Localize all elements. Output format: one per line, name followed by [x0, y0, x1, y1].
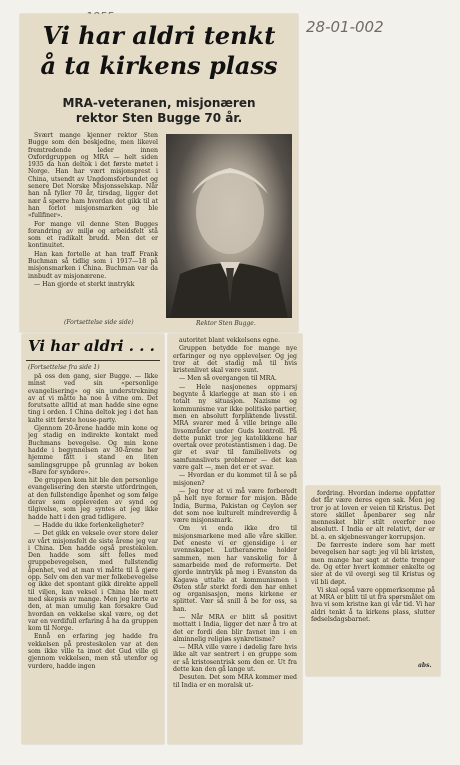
clipping-continuation-1 — [22, 334, 164, 744]
jump-rule — [26, 360, 160, 361]
intro-text — [28, 132, 158, 320]
column-3-paragraph: fordring. Hvordan inderne oppfatter det får være deres egen sak. Men jeg tror jo at loven er veien til Kristus. Det store skillet åpenbarer seg når mennesket blir stilt overfor noe absolutt. I India er alt relativt, der er bl. a. en skjebnesvanger korrupsjon. — [311, 490, 435, 541]
portrait-photo — [166, 134, 292, 318]
column-2-paragraph: — Men så overgangen til MRA. — [179, 375, 277, 383]
column-1-paragraph: De gruppen kom hit ble den personlige evangelisering den største utfordringen, at den fullstendige åpenhet og som følge derav som oppleveden av synd og tilgivelse, som jeg syntes at jeg ikke hadde hatt i den grad tidligere. — [28, 477, 158, 521]
intro-paragraph: Han kan fortelle at han traff Frank Buchman så tidlig som i 1917—18 på misjonsmarken i China. Buchman var da innbudt av misjonærene. — [28, 250, 158, 280]
photo-caption: Rektor Sten Bugge. — [196, 320, 256, 327]
clipping-main — [20, 14, 298, 332]
column-1-paragraph: på oss den gang, sier Bugge. — Ikke minst ved sin «personlige evangelisering» og sin understrekning av at vi måtte ha noe å vitne om. Det forutsatte alltid at man hadde sine egne ting i orden. I China deltok jeg i det han kalte sitt første house-party. — [28, 373, 158, 424]
column-2-paragraph: — Hvordan er du kommet til å se på misjonen? — [173, 472, 297, 487]
column-1-paragraph: Ennå en erfaring jeg hadde fra vekkelsen på presteskolen var at den som ikke ville ta imot det Gud ville gi gjennom vekkelsen, men stå utenfor og vurdere, hadde ingen — [28, 633, 158, 670]
column-2-paragraph: Gruppen betydde for mange nye erfaringer og nye opplevelser. Og jeg tror at det stadig må til hvis kristenlivet skal være sunt. — [173, 345, 297, 375]
jump-from-note: (Fortsettelse fra side 1) — [28, 364, 100, 371]
column-3-paragraph: Vi skal også være oppmerksomme på at MRA er blitt til ut fra spørsmålet om hva vi som kristne kan gi vår tid. Vi har aldri tenkt å ta kirkens plass, slutter fødselsdagsbarnet. — [311, 586, 435, 624]
intro-paragraph: — Han gjorde et sterkt inntrykk — [34, 280, 135, 288]
column-2-paragraph: — Jeg tror at vi må være forberedt på helt nye former for misjon. Både India, Burma, Pakistan og Ceylon ser det som noe kulturelt mindreverdig å være misjonsmark. — [173, 487, 297, 525]
intro-paragraph: Svært mange kjenner rektor Sten Bugge som den beskjedne, men likevel fremtredende leder innen Oxfordgruppen og MRA — helt siden 1935 da han deltok i det første møtet i Norge. Han har vært misjonsprest i China, utsendt av Ungdomsforbundet og senere Det Norske Misjonsselskap. Når han nå fyller 70 år, tirsdag, ligger det nær å spørre ham hvordan det gikk til at han forlot misjonsmarken og ble «fullfiner». — [28, 132, 158, 220]
clipping-continuation-2 — [168, 334, 302, 744]
handwritten-date: 28-01-002 — [306, 18, 384, 36]
subheadline-line-2: rektor Sten Bugge 70 år. — [75, 111, 243, 125]
column-2-paragraph: — MRA ville være i dødelig fare hvis ikke alt var sentrert i en gruppe som er så kristosentrisk som den er. Ut fra dette kan den gå lange ut. — [173, 644, 297, 674]
intro-paragraph: For mange vil denne Sten Bugges forandring av miljø og arbeidsfelt stå som et radikalt brudd. Men det er kontinuitet. — [28, 220, 158, 250]
column-2-paragraph: Desuten. Det som MRA kommer med til India er en moralsk ut- — [173, 674, 297, 689]
column-1-paragraph: Gjennom 20-årene hadde min kone og jeg stadig en indirekte kontakt med Buchmans bevegelse. Og min kone hadde i begynnelsen av 30-årene her hjemme fått i stand en liten samlingsgruppe på grunnlag av boken «Bare for syndere». — [28, 425, 158, 476]
column-1-text — [28, 373, 158, 741]
continued-note: (Fortsettelse side side) — [64, 319, 134, 326]
column-2-paragraph: Om vi enda ikke dro til misjonsmarkene med alle våre skiller. Det eneste vi er gjensidige i er uvennskapet. Lutheranerne holder sammen, men har vanskelig for å samarbeide med de reformerte. Det gjorde inntrykk på meg i Evanston da Kagawa uttalte at kommunismen i Østen står sterkt fordi den har enhet og organisasjon, mens kirkene er splittet. Vær så snill å be for oss, sa han. — [173, 525, 297, 613]
column-2-paragraph: — Når MRA er blitt så positivt mottatt i India, ligger det nær å tro at det er fordi den blir favnet inn i en alminnelig religiøs synkretisme? — [173, 613, 297, 643]
column-2-paragraph: autoritet blant vekkelsens egne. — [179, 337, 280, 344]
column-3-paragraph: De færreste indere som har mett bevegelsen har sagt: jeg vil bli kristen, men mange har sagt at dette trenger de. Og etter hvert kommer enkelte og sier at de vil overgi seg til Kristus og vil bli døpt. — [311, 542, 435, 586]
column-1-paragraph: — Hadde du ikke forlenkeligheter? — [34, 521, 144, 529]
jump-headline: Vi har aldri . . . — [28, 337, 155, 355]
column-3-text — [311, 490, 435, 658]
headline-line-1: Vi har aldri tenkt — [42, 21, 276, 50]
author-signature: abs. — [418, 662, 432, 669]
portrait-silhouette — [166, 134, 292, 318]
headline-line-2: å ta kirkens plass — [40, 51, 278, 80]
column-2-paragraph: — Hele nasjonenes oppmarsj begynte å klarlegge at man sto i en totalt ny situasjon. Nazisme og kommunisme var ikke politiske partier, men en absolutt forpliktende livsstil. MRA svarer med å ville bringe alle livsområder under Guds kontroll. På dette punkt tror jeg katolikkene har overtak over protestantismen i dag. De gir et svar til familielivets og samfunnslivets problemer — det kan være galt —, men det er et svar. — [173, 383, 297, 472]
subheadline-line-1: MRA-veteranen, misjonæren — [62, 96, 256, 110]
clipping-continuation-3 — [306, 486, 440, 676]
column-2-text — [173, 337, 297, 741]
column-1-paragraph: — Det gikk en veksele over store deler av vårt misjonsfelt de siste årene jeg var i China. Den hadde også prestekolen. Den hadde som sitt felles med gruppebevegelsen, med fullstendig åpenhet, ved at man vi måtte til å gjøre opp. Selv om den var mer folkebevegelse og ikke det spontant gikk direkte appell til viljen, kan veksel i China ble mett med skepsis av mange. Men jeg lærte av den, at man umulig kan forsakre Gud hvordan en vekkelse skal være, og det var en verdifull erfaring å ha da gruppen kom til Norge. — [28, 530, 158, 633]
